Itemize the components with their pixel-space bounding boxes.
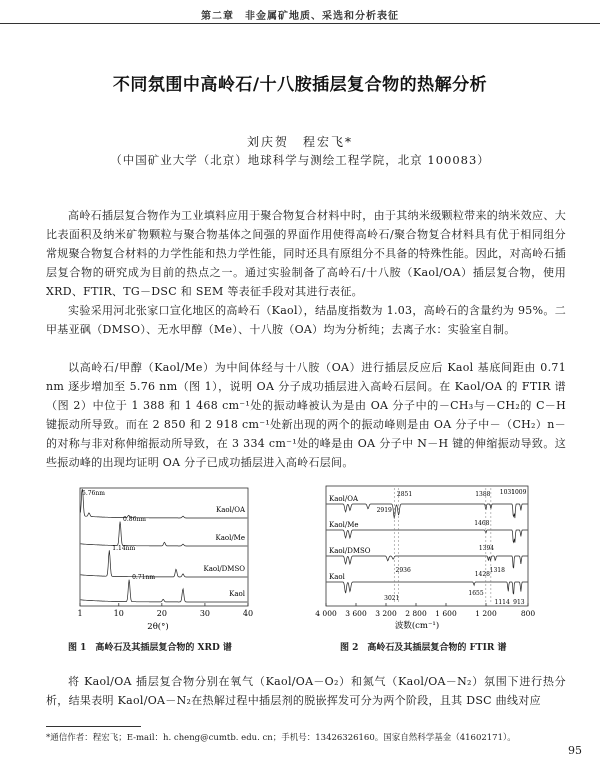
xrd-x-tick-label: 30 [199,609,211,618]
running-header: 第二章 非金属矿地质、采选和分析表征 [201,11,399,22]
ftir-band-label: 1009 [511,489,527,496]
xrd-chart [74,484,254,632]
footnote-rule [46,726,141,727]
figure1-caption: 图 1 高岭石及其插层复合物的 XRD 谱 [68,643,232,653]
authors: 刘庆贺 程宏飞* [246,135,353,149]
article-title: 不同氛围中高岭石/十八胺插层复合物的热解分析 [112,75,488,95]
footnote: *通信作者：程宏飞；E-mail：h. cheng@cumtb. edu. cn；手机号：13426326160。国家自然科学基金（41602171）。 [46,733,516,743]
ftir-band-label: 3021 [384,595,400,602]
xrd-series-line [81,580,248,602]
xrd-x-tick-label: 40 [242,609,254,618]
xrd-series-label: Kaol [229,590,245,598]
xrd-series-label: Kaol/OA [215,506,245,514]
ftir-band-label: 1394 [478,545,495,552]
xrd-x-tick-label: 20 [156,609,167,618]
xrd-series-label: Kaol/Me [215,534,245,542]
xrd-peak-label: 1.14nm [112,545,136,552]
ftir-series-label: Kaol/DMSO [329,547,371,555]
ftir-series-line [327,530,528,543]
header-rule [0,23,600,24]
xrd-peak-label: 0.71nm [132,574,156,581]
ftir-band-label: 1468 [474,520,490,527]
ftir-band-label: 2851 [396,491,413,498]
affiliation: （中国矿业大学（北京）地球科学与测绘工程学院，北京 100083） [110,153,490,167]
paragraph-thermal: 将 Kaol/OA 插层复合物分别在氧气（Kaol/OA－O₂）和氮气（Kaol/OA－N₂）氛围下进行热分析，结果表明 Kaol/OA－N₂在热解过程中插层剂的脱嵌挥发可分为两个阶段，且其 DSC 曲线对应 [46,675,566,707]
ftir-band-label: 2919 [376,507,392,514]
figure2-caption: 图 2 高岭石及其插层复合物的 FTIR 谱 [340,643,507,653]
ftir-band-label: 1428 [474,571,490,578]
ftir-series-label: Kaol/Me [329,521,359,529]
ftir-band-label: 1655 [468,590,484,597]
ftir-band-label: 1114 [494,599,510,606]
xrd-peak-label: 0.86nm [123,516,146,523]
ftir-band-label: 1388 [475,491,491,498]
xrd-x-axis-label: 2θ(°) [147,622,169,632]
ftir-x-tick-label: 800 [520,609,536,618]
xrd-x-tick-label: 1 [77,609,83,618]
ftir-series-label: Kaol/OA [329,495,359,503]
xrd-x-tick-label: 10 [113,609,124,618]
ftir-series-label: Kaol [329,573,345,581]
ftir-x-tick-label: 4 000 [315,609,337,618]
ftir-x-tick-label: 3 200 [375,609,397,618]
ftir-band-label: 2936 [395,567,411,574]
ftir-chart [315,482,536,634]
ftir-x-tick-label: 1 200 [475,609,497,618]
ftir-series-line [327,582,528,594]
ftir-x-tick-label: 2 800 [405,609,427,618]
xrd-series-label: Kaol/DMSO [203,565,245,573]
ftir-series-line [327,504,528,518]
paragraph-intro: 高岭石插层复合物作为工业填料应用于聚合物复合材料中时，由于其纳米级颗粒带来的纳米效应、大比表面积及纳米矿物颗粒与聚合物基体之间强的界面作用使得高岭石/聚合物复合材料具有优于相同组分常规聚合物复合材料的力学性能和热力学性能，同时还具有原组分不具备的特殊性能。因此，对高岭石插层复合物的研究成为目前的热点之一。通过实验制备了高岭石/十八胺（Kaol/OA）插层复合物，使用 XRD、FTIR、TG－DSC 和 SEM 等表征手段对其进行表征。 [46,209,566,298]
paragraph-materials: 实验采用河北张家口宣化地区的高岭石（Kaol），结晶度指数为 1.03，高岭石的含量约为 95%。二甲基亚砜（DMSO）、无水甲醇（Me）、十八胺（OA）均为分析纯；去离子水：实验室自制。 [46,304,566,336]
xrd-top-annotation: 5.76nm [82,490,105,497]
ftir-band-label: 913 [513,599,525,606]
ftir-x-tick-label: 3 600 [345,609,367,618]
ftir-band-label: 1031 [499,489,516,496]
ftir-band-label: 1318 [489,567,505,574]
ftir-x-tick-label: 1 600 [435,609,457,618]
ftir-x-axis-label: 波数(cm⁻¹) [394,621,440,631]
paragraph-results: 以高岭石/甲醇（Kaol/Me）为中间体经与十八胺（OA）进行插层反应后 Kaol 基底间距由 0.71 nm 逐步增加至 5.76 nm（图 1），说明 OA 分子成功插层进入高岭石层间。在 Kaol/OA 的 FTIR 谱（图 2）中位于 1 388 和 1 468 cm⁻¹处的振动峰被认为是由 OA 分子中的－CH₃与－CH₂的 C－H 键振动所导致。而在 2 850 和 2 918 cm⁻¹处新出现的两个的振动峰则是由 OA 分子中－（CH₂）n－的对称与非对称伸缩振动所导致，在 3 334 cm⁻¹处的峰是由 OA 分子中 N－H 键的伸缩振动导致。这些振动峰的出现均证明 OA 分子已成功插层进入高岭石层间。 [46,361,566,469]
page-number: 95 [568,744,582,757]
